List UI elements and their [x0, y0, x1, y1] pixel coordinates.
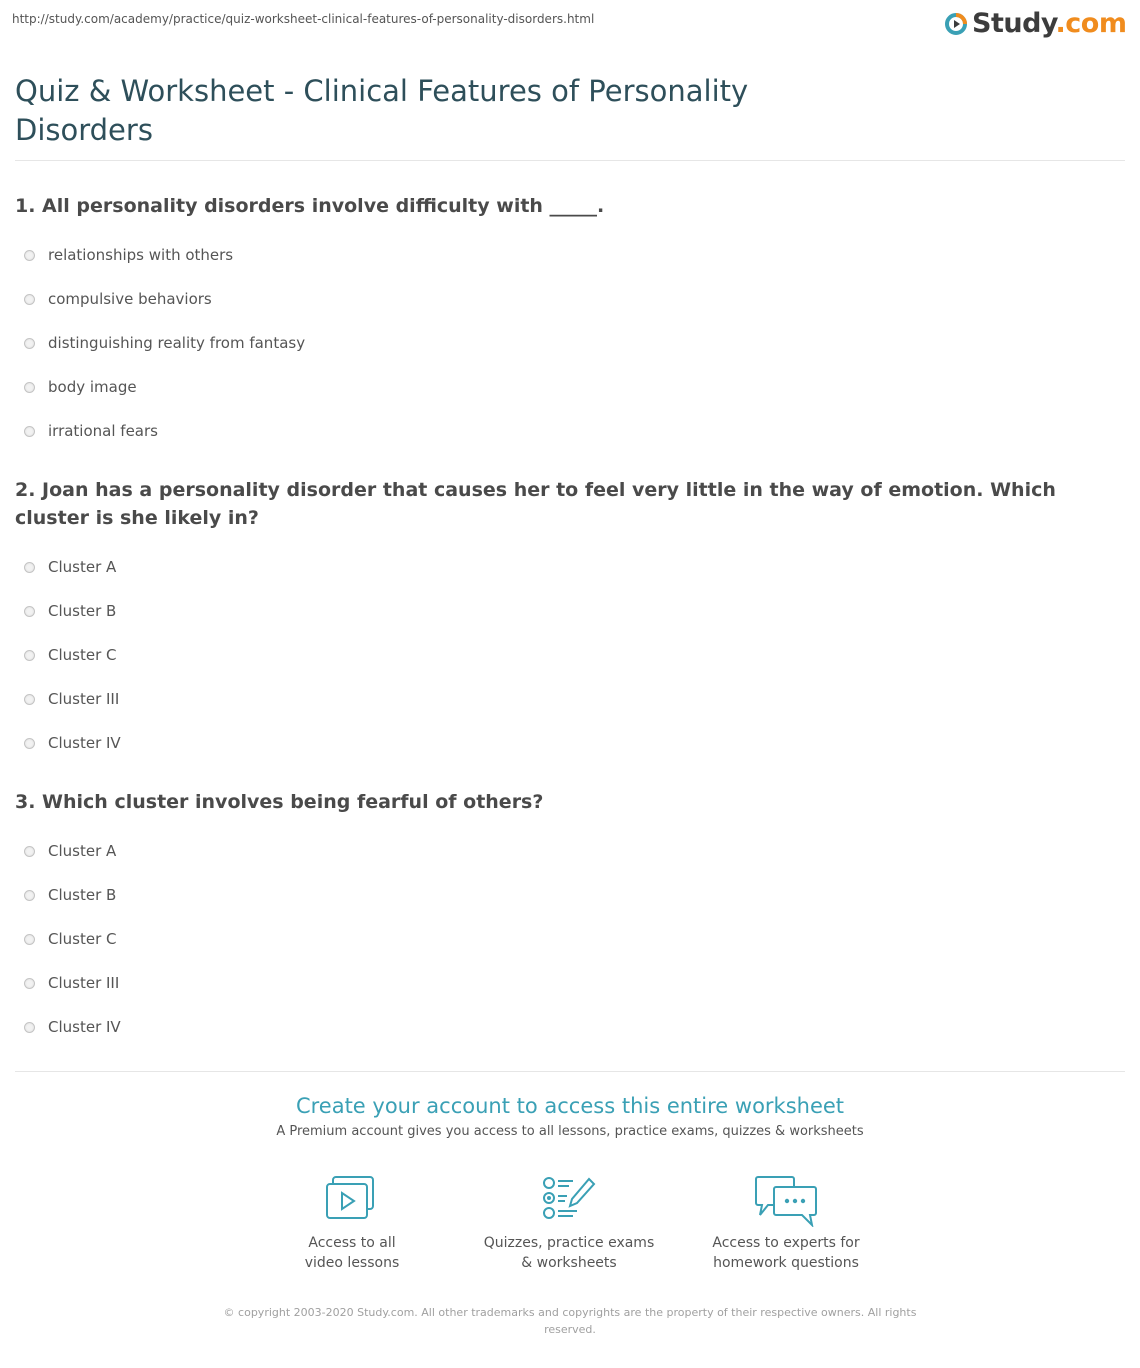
radio-button[interactable]: [24, 738, 35, 749]
answer-option[interactable]: Cluster III: [15, 961, 1115, 1005]
answer-option[interactable]: Cluster IV: [15, 1005, 1115, 1049]
answer-option[interactable]: Cluster B: [15, 873, 1115, 917]
page-url: http://study.com/academy/practice/quiz-worksheet-clinical-features-of-personality-disorders.html: [12, 12, 595, 26]
cta-subtitle: A Premium account gives you access to all lessons, practice exams, quizzes & worksheets: [276, 1124, 864, 1139]
answer-option[interactable]: compulsive behaviors: [15, 277, 1115, 321]
answer-option[interactable]: Cluster C: [15, 917, 1115, 961]
feature-video-lessons: Access to all video lessons: [252, 1175, 452, 1273]
video-lessons-icon: [325, 1175, 379, 1221]
feature-experts: Access to experts for homework questions: [686, 1175, 886, 1273]
radio-button[interactable]: [24, 250, 35, 261]
study-logo[interactable]: [944, 8, 1126, 39]
play-logo-icon: [944, 12, 968, 36]
answer-option[interactable]: Cluster III: [15, 677, 1115, 721]
question-text: 3. Which cluster involves being fearful of others?: [15, 791, 544, 813]
chat-bubbles-icon: [754, 1175, 818, 1227]
radio-button[interactable]: [24, 694, 35, 705]
radio-button[interactable]: [24, 382, 35, 393]
question-text: 1. All personality disorders involve difficulty with _____.: [15, 195, 605, 217]
question-2: [15, 476, 1115, 765]
question-1: [15, 192, 1115, 453]
radio-button[interactable]: [24, 650, 35, 661]
radio-button[interactable]: [24, 846, 35, 857]
answer-option[interactable]: Cluster C: [15, 633, 1115, 677]
answer-option[interactable]: Cluster IV: [15, 721, 1115, 765]
feature-quizzes: Quizzes, practice exams & worksheets: [469, 1175, 669, 1273]
copyright-notice: © copyright 2003-2020 Study.com. All other trademarks and copyrights are the property of their respective owners. All rights reserved.: [223, 1306, 917, 1336]
answer-option[interactable]: Cluster A: [15, 829, 1115, 873]
answer-option[interactable]: irrational fears: [15, 409, 1115, 453]
quiz-checklist-icon: [541, 1175, 597, 1221]
radio-button[interactable]: [24, 562, 35, 573]
radio-button[interactable]: [24, 426, 35, 437]
answer-option[interactable]: Cluster B: [15, 589, 1115, 633]
answer-option[interactable]: relationships with others: [15, 233, 1115, 277]
answer-option[interactable]: body image: [15, 365, 1115, 409]
question-3: [15, 788, 1115, 1049]
radio-button[interactable]: [24, 1022, 35, 1033]
answer-option[interactable]: Cluster A: [15, 545, 1115, 589]
section-divider: [15, 1071, 1125, 1072]
radio-button[interactable]: [24, 934, 35, 945]
radio-button[interactable]: [24, 978, 35, 989]
radio-button[interactable]: [24, 890, 35, 901]
logo-wordmark: Study.com: [972, 8, 1127, 39]
title-divider: [15, 160, 1125, 161]
page-title: Quiz & Worksheet - Clinical Features of Personality Disorders: [15, 74, 749, 147]
question-text: 2. Joan has a personality disorder that causes her to feel very little in the way of emotion. Which cluster is she likely in?: [15, 479, 1056, 529]
radio-button[interactable]: [24, 606, 35, 617]
cta-title[interactable]: Create your account to access this entire worksheet: [295, 1094, 845, 1118]
radio-button[interactable]: [24, 338, 35, 349]
answer-option[interactable]: distinguishing reality from fantasy: [15, 321, 1115, 365]
radio-button[interactable]: [24, 294, 35, 305]
